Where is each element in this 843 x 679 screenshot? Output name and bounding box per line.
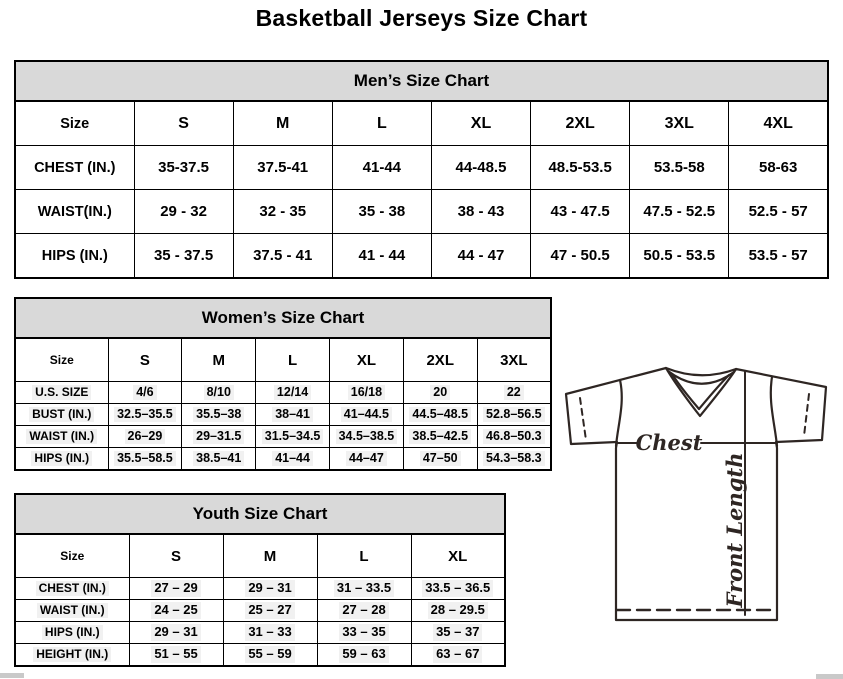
cell: 44 - 47 <box>431 234 530 279</box>
cell-value: 12/14 <box>274 385 311 401</box>
cell-value: 28 – 29.5 <box>428 602 488 618</box>
column-header: XL <box>411 534 505 578</box>
cell <box>223 600 317 622</box>
cell <box>477 404 551 426</box>
cell: 41-44 <box>332 146 431 190</box>
column-header: L <box>317 534 411 578</box>
cell: 50.5 - 53.5 <box>630 234 729 279</box>
cell: 53.5 - 57 <box>729 234 828 279</box>
cell-value: 35.5–38 <box>193 407 244 423</box>
table-row <box>15 382 551 404</box>
row-label <box>15 426 108 448</box>
cell <box>477 448 551 471</box>
cell <box>411 644 505 667</box>
cell-value: 54.3–58.3 <box>483 451 545 467</box>
cell-value: 27 – 28 <box>339 602 388 618</box>
scrollbar-fragment-left[interactable] <box>0 673 24 678</box>
row-label-text: HEIGHT (IN.) <box>33 647 111 662</box>
column-header: M <box>233 101 332 146</box>
cell-value: 27 – 29 <box>151 580 200 596</box>
column-header: 4XL <box>729 101 828 146</box>
cell: 35-37.5 <box>134 146 233 190</box>
cell: 52.5 - 57 <box>729 190 828 234</box>
table-header-band <box>15 61 828 101</box>
column-header: 2XL <box>531 101 630 146</box>
cell <box>256 404 330 426</box>
jersey-diagram <box>560 356 832 628</box>
cell-value: 33 – 35 <box>339 624 388 640</box>
table-header-band <box>15 494 505 534</box>
table-row <box>15 622 505 644</box>
cell <box>317 600 411 622</box>
row-label <box>15 578 129 600</box>
cell: 35 - 37.5 <box>134 234 233 279</box>
cell-value: 35.5–58.5 <box>114 451 176 467</box>
cell <box>329 382 403 404</box>
cell <box>129 644 223 667</box>
cell <box>403 382 477 404</box>
cell <box>108 404 182 426</box>
collar-arc-outer <box>666 368 736 375</box>
cell-value: 29 – 31 <box>245 580 294 596</box>
cell-value: 31 – 33 <box>245 624 294 640</box>
cell <box>182 382 256 404</box>
size-header-label: Size <box>15 101 134 146</box>
column-header: 3XL <box>477 338 551 382</box>
cell: 47.5 - 52.5 <box>630 190 729 234</box>
cell: 29 - 32 <box>134 190 233 234</box>
youth-chart-title: Youth Size Chart <box>15 494 505 534</box>
cell: 53.5-58 <box>630 146 729 190</box>
row-label-text: WAIST (IN.) <box>26 429 97 444</box>
cell: 47 - 50.5 <box>531 234 630 279</box>
cell <box>223 578 317 600</box>
cell-value: 24 – 25 <box>151 602 200 618</box>
table-header-band <box>15 298 551 338</box>
cell: 44-48.5 <box>431 146 530 190</box>
column-header: M <box>223 534 317 578</box>
womens-size-chart-table <box>14 297 552 471</box>
row-label-text: HIPS (IN.) <box>42 625 103 640</box>
page-title: Basketball Jerseys Size Chart <box>255 5 588 31</box>
table-row <box>15 448 551 471</box>
cell <box>477 382 551 404</box>
row-label <box>15 600 129 622</box>
cell-value: 35 – 37 <box>433 624 482 640</box>
cell <box>256 448 330 471</box>
column-header: M <box>182 338 256 382</box>
cell <box>329 404 403 426</box>
cell: 38 - 43 <box>431 190 530 234</box>
cell-value: 26–29 <box>125 429 166 445</box>
cell-value: 38.5–41 <box>193 451 244 467</box>
column-header: S <box>129 534 223 578</box>
column-header: 3XL <box>630 101 729 146</box>
row-label: CHEST (IN.) <box>15 146 134 190</box>
cell-value: 29 – 31 <box>151 624 200 640</box>
row-label <box>15 644 129 667</box>
row-label-text: CHEST (IN.) <box>36 581 109 596</box>
mens-chart-title: Men’s Size Chart <box>15 61 828 101</box>
size-header-label: Size <box>15 338 108 382</box>
cell-value: 44.5–48.5 <box>409 407 471 423</box>
cell-value: 8/10 <box>204 385 234 401</box>
cell-value: 38.5–42.5 <box>409 429 471 445</box>
mens-size-chart-table <box>14 60 829 279</box>
table-row <box>15 404 551 426</box>
cell-value: 47–50 <box>420 451 461 467</box>
cell <box>182 404 256 426</box>
cell-value: 25 – 27 <box>245 602 294 618</box>
table-row <box>15 234 828 279</box>
table-row <box>15 534 505 578</box>
cell <box>182 448 256 471</box>
row-label <box>15 404 108 426</box>
row-label-text: U.S. SIZE <box>32 385 91 400</box>
cell <box>403 404 477 426</box>
cell <box>403 426 477 448</box>
cell-value: 31.5–34.5 <box>262 429 324 445</box>
cell: 43 - 47.5 <box>531 190 630 234</box>
cell <box>317 622 411 644</box>
cell <box>477 426 551 448</box>
cell-value: 22 <box>504 385 524 401</box>
chest-label: Chest <box>635 430 703 455</box>
cell <box>329 426 403 448</box>
row-label: HIPS (IN.) <box>15 234 134 279</box>
cell <box>108 426 182 448</box>
cell <box>317 644 411 667</box>
column-header: XL <box>329 338 403 382</box>
cell-value: 55 – 59 <box>245 646 294 662</box>
womens-chart-title: Women’s Size Chart <box>15 298 551 338</box>
cell: 37.5 - 41 <box>233 234 332 279</box>
row-label <box>15 448 108 471</box>
cell <box>411 622 505 644</box>
cell <box>129 578 223 600</box>
column-header: XL <box>431 101 530 146</box>
cell <box>256 382 330 404</box>
cell-value: 41–44.5 <box>341 407 392 423</box>
cell <box>223 644 317 667</box>
cell <box>411 600 505 622</box>
row-label <box>15 382 108 404</box>
youth-size-chart-table <box>14 493 506 667</box>
table-row <box>15 101 828 146</box>
cell-value: 34.5–38.5 <box>336 429 398 445</box>
row-label-text: HIPS (IN.) <box>31 451 92 466</box>
cell-value: 4/6 <box>133 385 156 401</box>
cell <box>182 426 256 448</box>
cell <box>223 622 317 644</box>
cell: 48.5-53.5 <box>531 146 630 190</box>
row-label <box>15 622 129 644</box>
cell: 37.5-41 <box>233 146 332 190</box>
cell-value: 16/18 <box>348 385 385 401</box>
cell-value: 59 – 63 <box>339 646 388 662</box>
cell-value: 38–41 <box>272 407 313 423</box>
cell: 32 - 35 <box>233 190 332 234</box>
row-label-text: WAIST (IN.) <box>37 603 108 618</box>
table-row <box>15 426 551 448</box>
cell-value: 31 – 33.5 <box>334 580 394 596</box>
table-row <box>15 190 828 234</box>
cell <box>108 382 182 404</box>
row-label-text: BUST (IN.) <box>29 407 94 422</box>
cell <box>329 448 403 471</box>
column-header: L <box>332 101 431 146</box>
cell <box>317 578 411 600</box>
cell: 58-63 <box>729 146 828 190</box>
table-row <box>15 644 505 667</box>
table-row <box>15 146 828 190</box>
table-row <box>15 600 505 622</box>
column-header: L <box>256 338 330 382</box>
scrollbar-fragment-right[interactable] <box>816 674 843 679</box>
cell-value: 33.5 – 36.5 <box>422 580 493 596</box>
table-row <box>15 578 505 600</box>
cell: 35 - 38 <box>332 190 431 234</box>
cell-value: 52.8–56.5 <box>483 407 545 423</box>
column-header: S <box>108 338 182 382</box>
cell <box>108 448 182 471</box>
front-length-label: Front Length <box>722 452 747 608</box>
cell-value: 63 – 67 <box>433 646 482 662</box>
cell-value: 46.8–50.3 <box>483 429 545 445</box>
cell <box>403 448 477 471</box>
cell <box>256 426 330 448</box>
cell <box>129 600 223 622</box>
table-row <box>15 338 551 382</box>
cell-value: 44–47 <box>346 451 387 467</box>
cell-value: 32.5–35.5 <box>114 407 176 423</box>
column-header: S <box>134 101 233 146</box>
size-header-label: Size <box>15 534 129 578</box>
cell <box>411 578 505 600</box>
cell-value: 51 – 55 <box>151 646 200 662</box>
cell-value: 20 <box>430 385 450 401</box>
cell-value: 41–44 <box>272 451 313 467</box>
row-label: WAIST(IN.) <box>15 190 134 234</box>
cell <box>129 622 223 644</box>
column-header: 2XL <box>403 338 477 382</box>
cell: 41 - 44 <box>332 234 431 279</box>
cell-value: 29–31.5 <box>193 429 244 445</box>
